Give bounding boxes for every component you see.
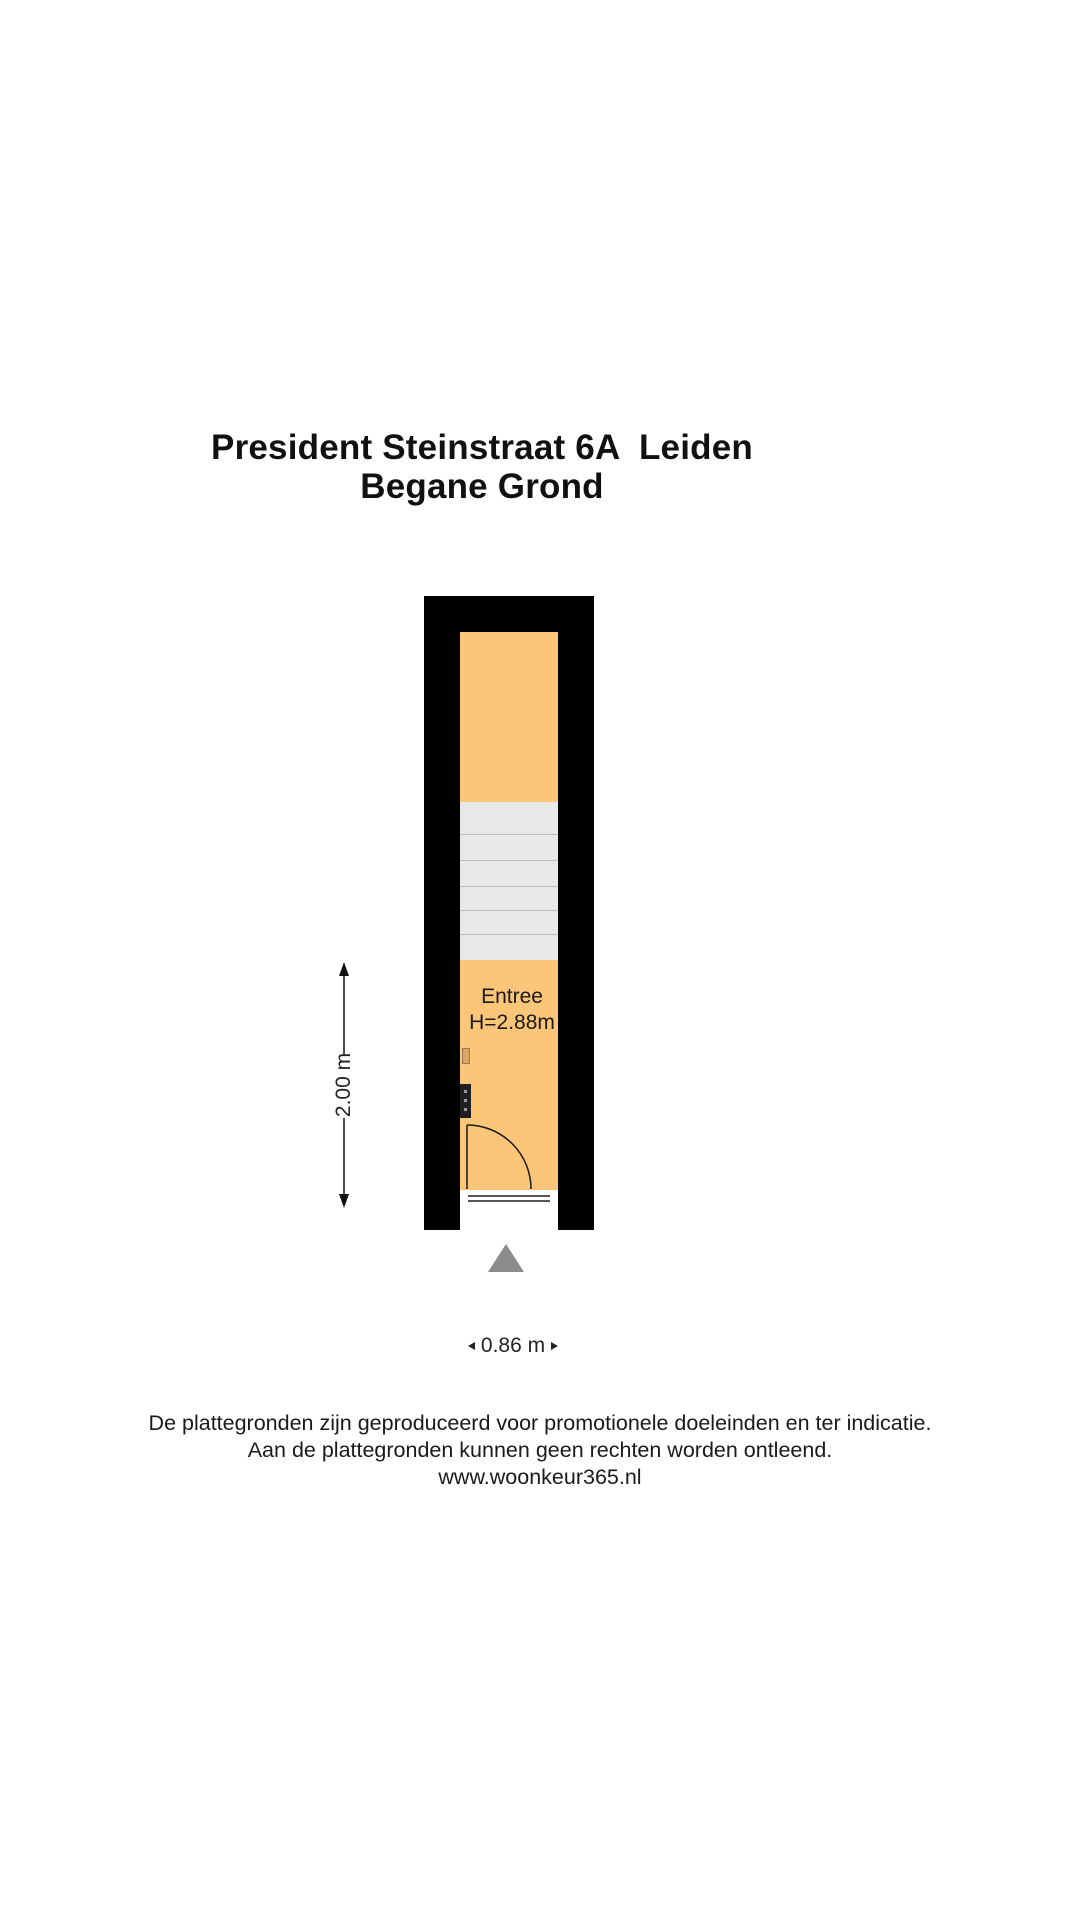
stair-step — [460, 910, 558, 911]
room-height: H=2.88m — [469, 1011, 555, 1034]
disclaimer — [0, 1410, 1080, 1491]
door-swing-icon — [460, 960, 558, 1190]
stair-step — [460, 860, 558, 861]
room-entree — [460, 960, 558, 1190]
stair-step — [460, 834, 558, 835]
arrow-left-icon — [468, 1342, 475, 1350]
arrow-right-icon — [551, 1342, 558, 1350]
door-opening — [460, 1206, 558, 1230]
threshold-line — [468, 1195, 550, 1197]
floor-title: Begane Grond — [360, 467, 604, 506]
disclaimer-line-2: Aan de plattegronden kunnen geen rechten worden ontleend. — [247, 1438, 833, 1462]
horizontal-dimension-label: 0.86 m — [480, 1334, 546, 1357]
stair-step — [460, 886, 558, 887]
website-text: www.woonkeur365.nl — [438, 1465, 642, 1489]
door-threshold — [460, 1190, 558, 1206]
room-name: Entree — [481, 985, 543, 1008]
floor-plan — [424, 596, 594, 1230]
disclaimer-line-1: De plattegronden zijn geproduceerd voor promotionele doeleinden en ter indicatie. — [148, 1411, 932, 1435]
stair-step — [460, 934, 558, 935]
address-title: President Steinstraat 6A Leiden — [211, 428, 753, 467]
room-top-area — [460, 632, 558, 802]
title-block — [0, 428, 964, 506]
vertical-dimension-label: 2.00 m — [332, 1052, 355, 1118]
threshold-line — [468, 1200, 550, 1202]
horizontal-dimension — [456, 1332, 570, 1360]
stairs-icon — [460, 802, 558, 960]
entry-arrow-icon — [488, 1244, 524, 1272]
